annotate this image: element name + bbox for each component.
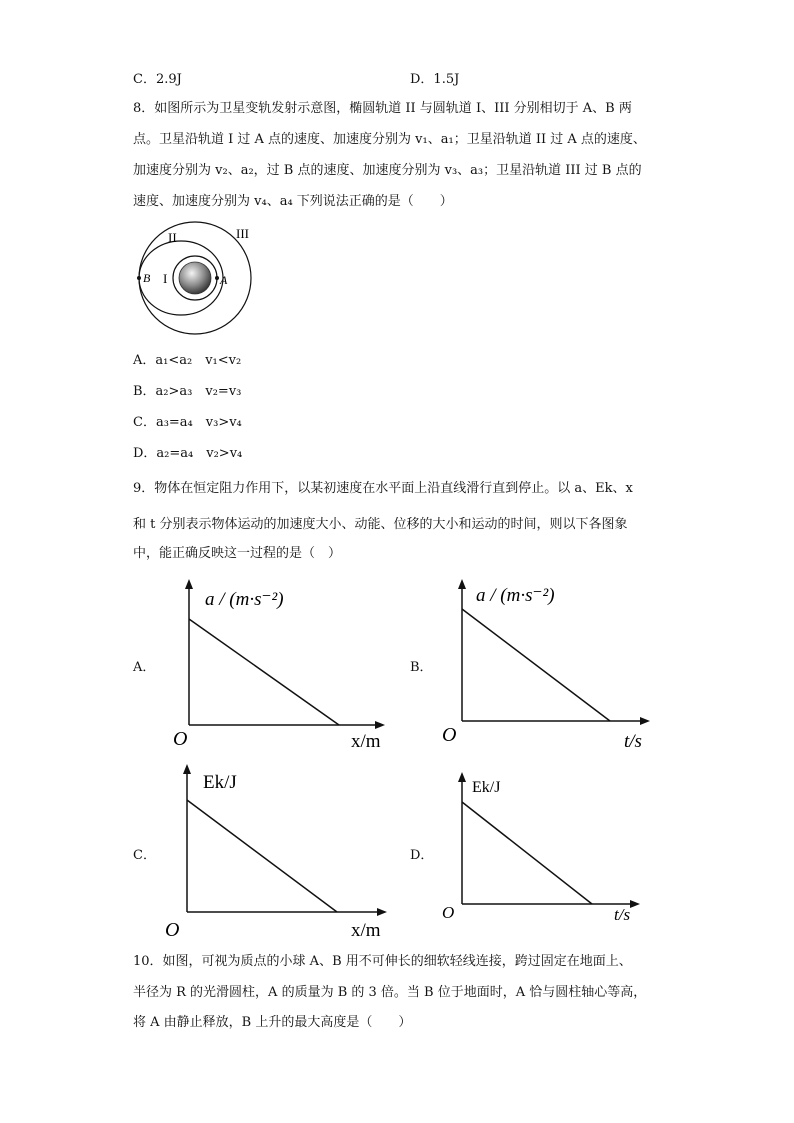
- q7-option-c: C．2.9J: [133, 72, 182, 87]
- point-b-dot: [137, 276, 141, 280]
- graph-c-xlabel: x/m: [351, 920, 381, 941]
- graph-b-ylabel: a / (m·s⁻²): [476, 585, 555, 606]
- graph-c-ylabel: Ek/J: [203, 772, 237, 793]
- q9-option-d-letter: D．: [410, 848, 434, 863]
- graph-a-origin: O: [173, 728, 188, 750]
- point-a-label: A: [220, 273, 228, 287]
- graph-b-xlabel: t/s: [624, 731, 642, 752]
- orbit-i-label: I: [163, 271, 168, 286]
- orbit-iii-label: III: [236, 226, 249, 241]
- q8-option-a: A．a₁<a₂ v₁<v₂: [133, 353, 242, 368]
- q8-option-b: B．a₂>a₃ v₂=v₃: [133, 384, 242, 399]
- graph-a-line: [189, 619, 339, 725]
- graph-b: [440, 575, 670, 755]
- point-a-dot: [215, 276, 219, 280]
- graph-d-line: [462, 802, 592, 904]
- graph-c-origin: O: [165, 919, 180, 941]
- q9-option-a-letter: A．: [133, 660, 156, 675]
- graph-c-line: [187, 800, 337, 912]
- q9-option-c-letter: C．: [133, 848, 156, 863]
- graph-a-xlabel: x/m: [351, 731, 381, 752]
- q8-stem-line-3: 加速度分别为 v₂、a₂，过 B 点的速度、加速度分别为 v₃、a₃；卫星沿轨道 III 过 B 点的: [133, 163, 642, 178]
- graph-d-xlabel: t/s: [614, 905, 631, 924]
- q8-option-c: C．a₃=a₄ v₃>v₄: [133, 415, 242, 430]
- orbit-diagram: [133, 220, 263, 338]
- graph-b-origin: O: [442, 724, 457, 746]
- graph-d-origin: O: [442, 903, 455, 922]
- q9-stem-line-2: 和 t 分别表示物体运动的加速度大小、动能、位移的大小和运动的时间，则以下各图象: [133, 517, 628, 532]
- graph-a: [165, 575, 395, 755]
- q9-stem-line-3: 中，能正确反映这一过程的是（ ）: [133, 546, 342, 561]
- q10-stem-line-1: 10．如图，可视为质点的小球 A、B 用不可伸长的细软轻线连接，跨过固定在地面上、: [133, 954, 632, 969]
- q10-stem-line-3: 将 A 由静止释放，B 上升的最大高度是（ ）: [133, 1015, 412, 1030]
- orbit-ii-label: II: [168, 230, 177, 245]
- q8-stem-line-4: 速度、加速度分别为 v₄、a₄ 下列说法正确的是（ ）: [133, 194, 453, 209]
- q8-stem-line-1: 8．如图所示为卫星变轨发射示意图，椭圆轨道 II 与圆轨道 I、III 分别相切于 A、B 两: [133, 101, 632, 116]
- graph-b-line: [462, 609, 610, 721]
- point-b-label: B: [143, 271, 151, 285]
- q9-option-b-letter: B．: [410, 660, 433, 675]
- q8-stem-line-2: 点。卫星沿轨道 I 过 A 点的速度、加速度分别为 v₁、a₁；卫星沿轨道 II 过 A 点的速度、: [133, 132, 646, 147]
- q7-option-d: D．1.5J: [410, 72, 460, 87]
- graph-a-ylabel: a / (m·s⁻²): [205, 589, 284, 610]
- planet: [179, 262, 211, 294]
- graph-c: [165, 762, 395, 942]
- q9-stem-line-1: 9．物体在恒定阻力作用下，以某初速度在水平面上沿直线滑行直到停止。以 a、Ek、x: [133, 481, 633, 496]
- q8-option-d: D．a₂=a₄ v₂>v₄: [133, 446, 243, 461]
- graph-d: [440, 770, 660, 930]
- q10-stem-line-2: 半径为 R 的光滑圆柱，A 的质量为 B 的 3 倍。当 B 位于地面时，A 恰与圆柱轴心等高，: [133, 985, 647, 1000]
- graph-d-ylabel: Ek/J: [472, 779, 501, 796]
